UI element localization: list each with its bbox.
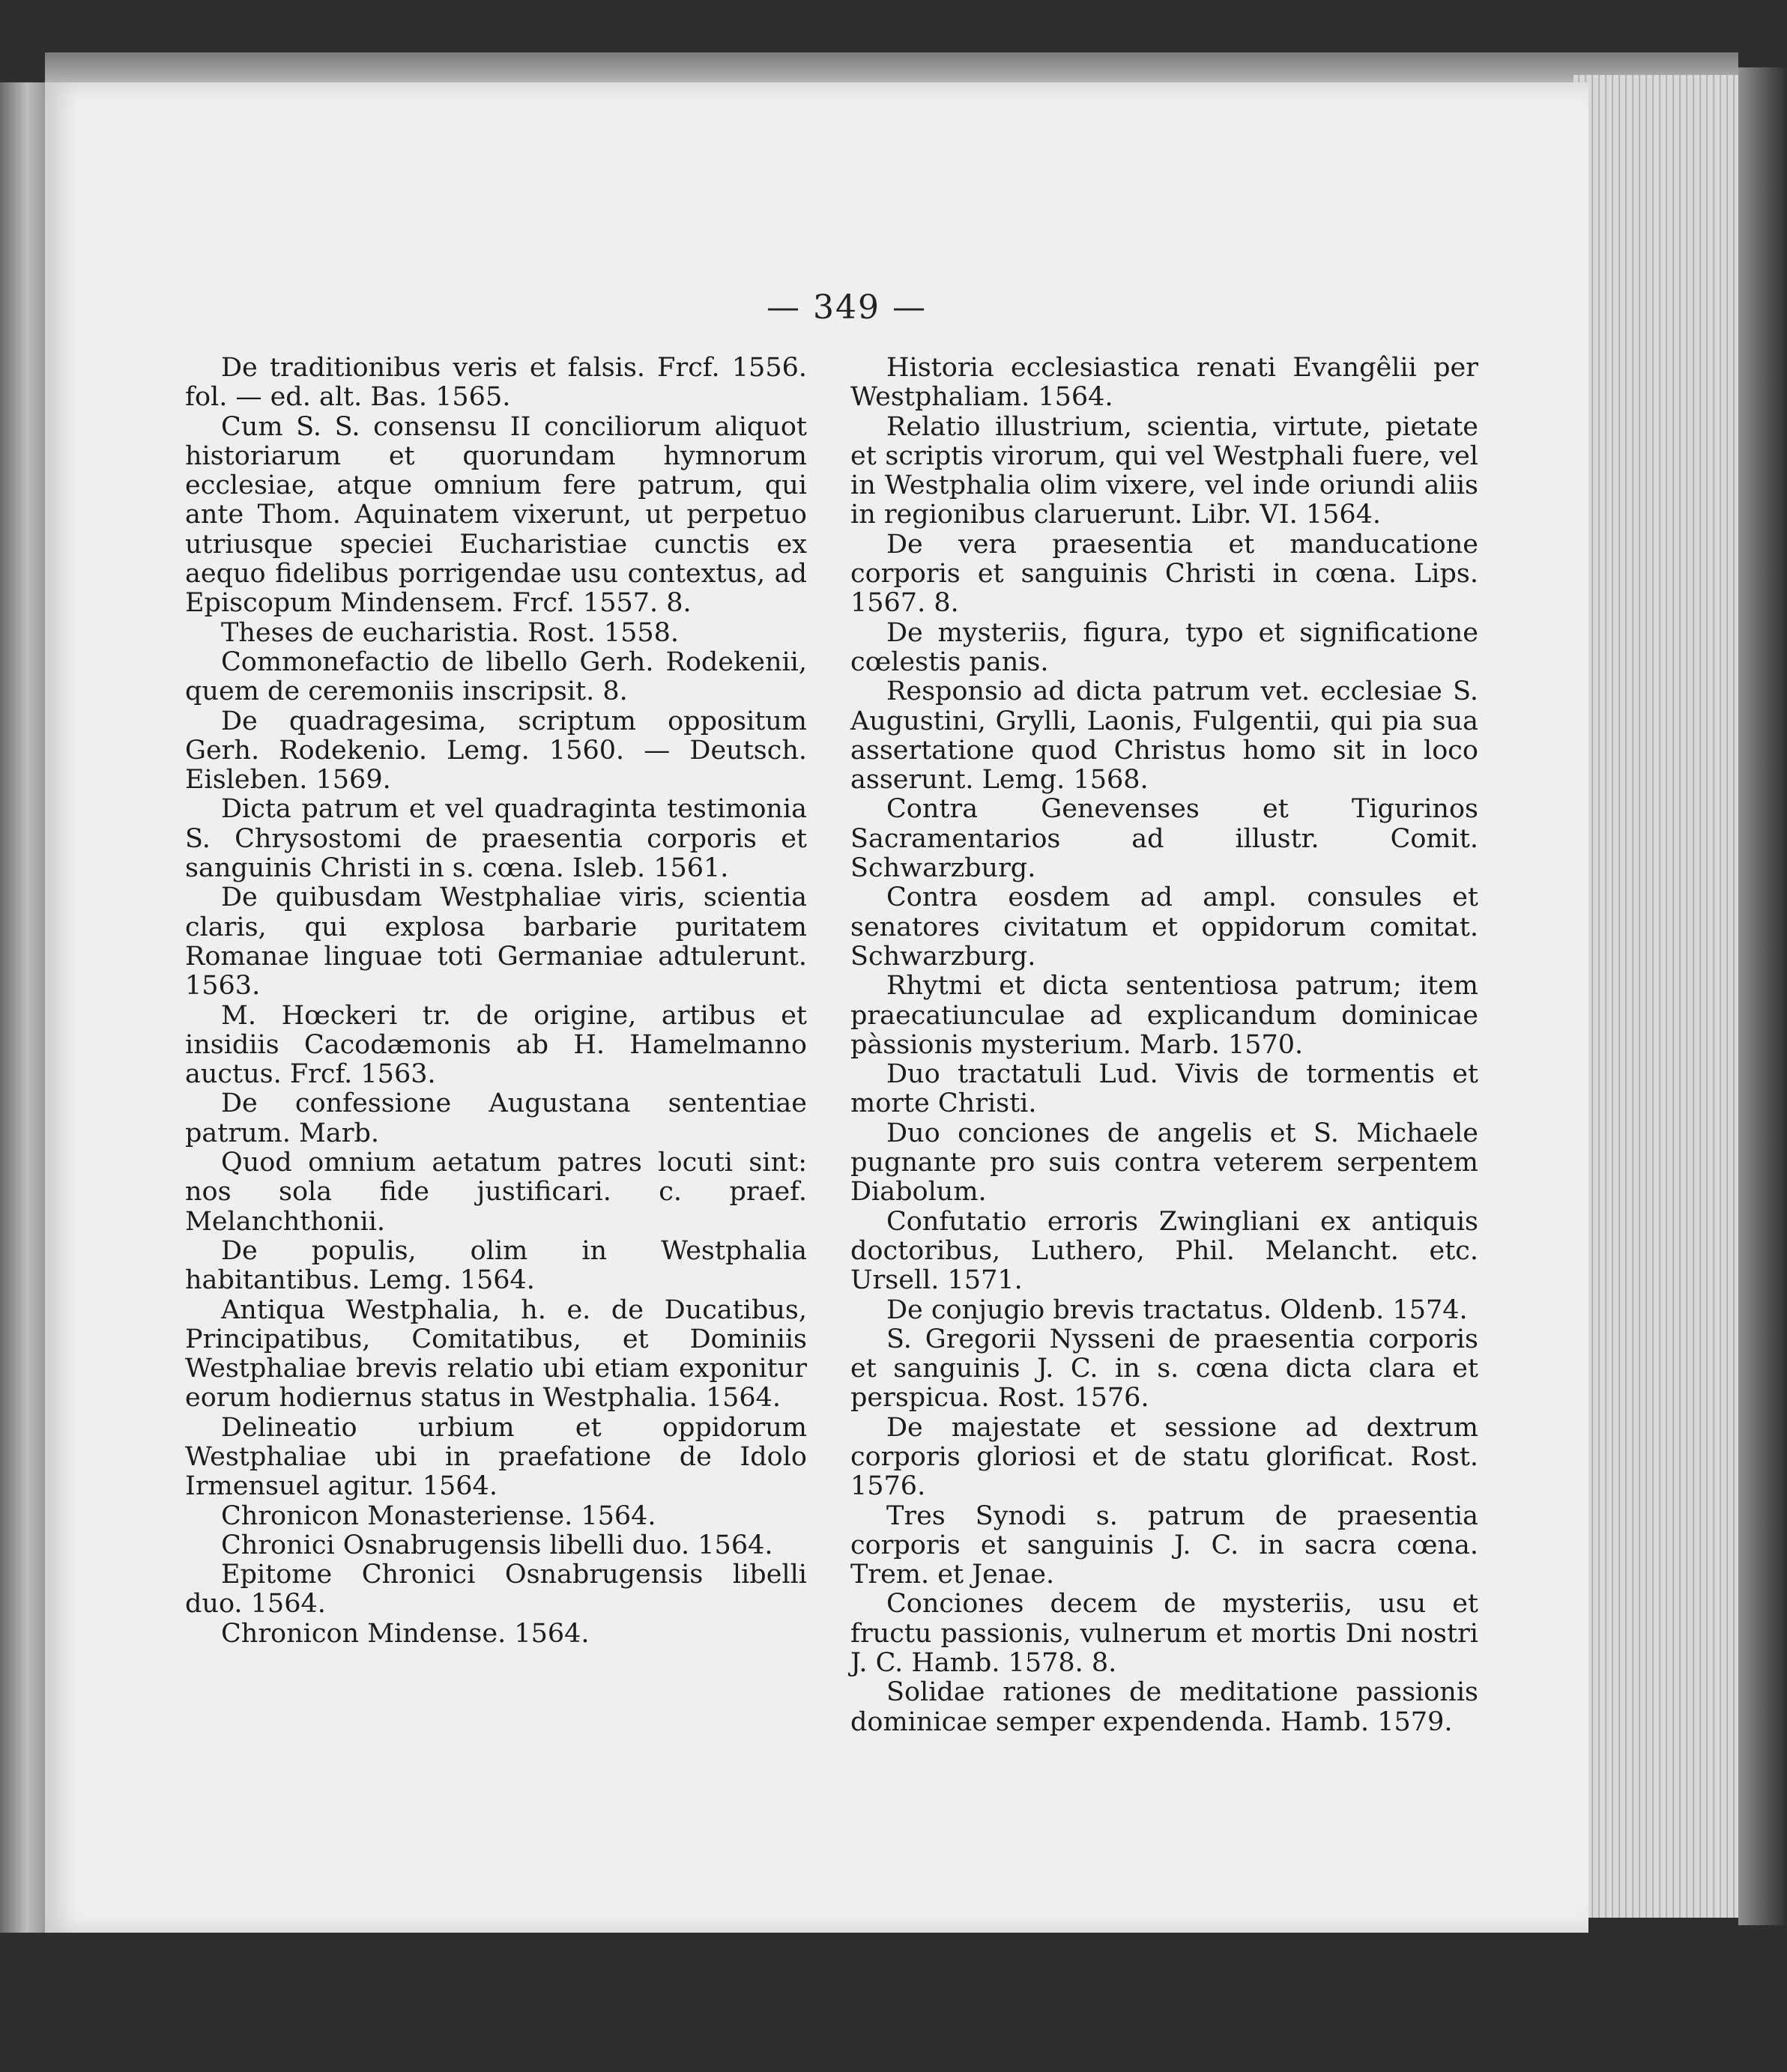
bibliography-entry: Chronici Osnabrugensis libelli duo. 1564. [221, 1530, 773, 1560]
bibliography-entry: Conciones decem de mysteriis, usu et fructu passionis, vulnerum et mortis Dni nostri J. C. Hamb. 1578. 8. [850, 1589, 1478, 1679]
bibliography-entry: Confutatio erroris Zwingliani ex antiquis doctoribus, Luthero, Phil. Melancht. etc. Ursell. 1571. [850, 1206, 1478, 1296]
page-number: — 349 — [766, 288, 927, 327]
bibliography-entry: De conjugio brevis tractatus. Oldenb. 1574. [886, 1294, 1468, 1325]
bibliography-entry: De mysteriis, figura, typo et significatione cœlestis panis. [850, 617, 1478, 677]
bibliography-entry: M. Hœckeri tr. de origine, artibus et insidiis Cacodæmonis ab H. Hamelmanno auctus. Frcf. 1563. [185, 1000, 807, 1090]
bibliography-entry: De confessione Augustana sententiae patrum. Marb. [185, 1088, 807, 1148]
book-shadow [1738, 67, 1787, 1925]
bibliography-entry: Tres Synodi s. patrum de praesentia corporis et sanguinis J. C. in sacra cœna. Trem. et Jenae. [850, 1500, 1478, 1590]
book-page [45, 82, 1588, 1933]
bibliography-entry: Rhytmi et dicta sententiosa patrum; item praecatiunculae ad explicandum dominicae pàssionis mysterium. Marb. 1570. [850, 971, 1478, 1060]
bibliography-entry: Dicta patrum et vel quadraginta testimonia S. Chrysostomi de praesentia corporis et sanguinis Christi in s. cœna. Isleb. 1561. [185, 794, 807, 884]
bibliography-entry: Duo tractatuli Lud. Vivis de tormentis et morte Christi. [850, 1059, 1478, 1119]
bibliography-entry: Commonefactio de libello Gerh. Rodekenii, quem de ceremoniis inscripsit. 8. [185, 646, 807, 707]
page-stack-edge [1573, 75, 1746, 1918]
bibliography-entry: Historia ecclesiastica renati Evangêlii per Westphaliam. 1564. [850, 353, 1478, 413]
bibliography-entry: De vera praesentia et manducatione corporis et sanguinis Christi in cœna. Lips. 1567. 8. [850, 529, 1478, 619]
bibliography-entry: Delineatio urbium et oppidorum Westphaliae ubi in praefatione de Idolo Irmensuel agitur. 1564. [185, 1412, 807, 1502]
bibliography-entry: Chronicon Mindense. 1564. [221, 1618, 590, 1649]
bibliography-entry: Quod omnium aetatum patres locuti sint: nos sola fide justificari. c. praef. Melanchthonii. [185, 1148, 807, 1237]
left-column [185, 354, 807, 1649]
bibliography-entry: De quadragesima, scriptum oppositum Gerh. Rodekenio. Lemg. 1560. — Deutsch. Eisleben. 1569. [185, 706, 807, 796]
bibliography-entry: Theses de eucharistia. Rost. 1558. [221, 617, 680, 648]
bibliography-entry: Duo conciones de angelis et S. Michaele pugnante pro suis contra veterem serpentem Diabolum. [850, 1118, 1478, 1208]
bibliography-entry: Contra eosdem ad ampl. consules et senatores civitatum et oppidorum comitat. Schwarzburg. [850, 882, 1478, 972]
bibliography-entry: Responsio ad dicta patrum vet. ecclesiae S. Augustini, Grylli, Laonis, Fulgentii, qui pia sua assertatione quod Christus homo sit in loco asserunt. Lemg. 1568. [850, 676, 1478, 796]
bibliography-entry: De populis, olim in Westphalia habitantibus. Lemg. 1564. [185, 1235, 807, 1296]
bibliography-entry: Relatio illustrium, scientia, virtute, pietate et scriptis virorum, qui vel Westphali fuere, vel in Westphalia olim vixere, vel inde oriundi aliis in regionibus claruerunt. Libr. VI. 1564. [850, 411, 1478, 530]
bibliography-entry: Solidae rationes de meditatione passionis dominicae semper expendenda. Hamb. 1579. [850, 1677, 1478, 1737]
left-page-edge [0, 82, 45, 1933]
bibliography-entry: Chronicon Monasteriense. 1564. [221, 1500, 656, 1531]
bibliography-entry: Epitome Chronici Osnabrugensis libelli duo. 1564. [185, 1560, 807, 1620]
bibliography-entry: De majestate et sessione ad dextrum corporis gloriosi et de statu glorificat. Rost. 1576. [850, 1412, 1478, 1502]
bibliography-entry: Antiqua Westphalia, h. e. de Ducatibus, Principatibus, Comitatibus, et Dominiis Westphaliae brevis relatio ubi etiam exponitur eorum hodiernus status in Westphalia. 1564. [185, 1294, 807, 1414]
bibliography-entry: Contra Genevenses et Tigurinos Sacramentarios ad illustr. Comit. Schwarzburg. [850, 794, 1478, 884]
bibliography-entry: Cum S. S. consensu II conciliorum aliquot historiarum et quorundam hymnorum ecclesiae, atque omnium fere patrum, qui ante Thom. Aquinatem vixerunt, ut perpetuo utriusque speciei Eucharistiae cunctis ex aequo fidelibus porrigendae usu contextus, ad Episcopum Mindensem. Frcf. 1557. 8. [185, 411, 807, 619]
bibliography-entry: S. Gregorii Nysseni de praesentia corporis et sanguinis J. C. in s. cœna dicta clara et perspicua. Rost. 1576. [850, 1324, 1478, 1414]
bibliography-entry: De quibusdam Westphaliae viris, scientia claris, qui explosa barbarie puritatem Romanae linguae toti Germaniae adtulerunt. 1563. [185, 882, 807, 1002]
right-column [850, 354, 1478, 1737]
bibliography-entry: De traditionibus veris et falsis. Frcf. 1556. fol. — ed. alt. Bas. 1565. [185, 353, 807, 413]
